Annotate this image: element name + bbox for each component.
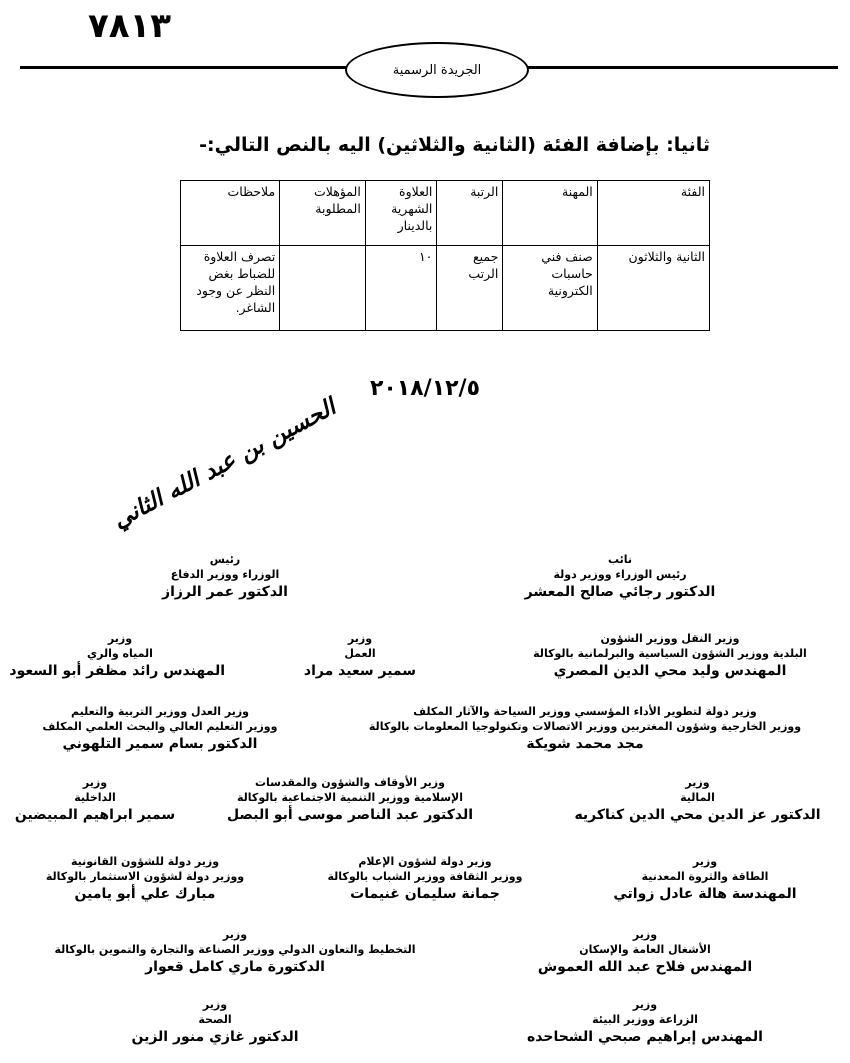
signatory-title: وزير — [632, 998, 658, 1011]
signatory-name: الدكتور بسام سمير التلهوني — [62, 735, 258, 752]
allowance-table — [180, 180, 710, 331]
gazette-name-oval — [345, 42, 529, 98]
signatory-title: وزير — [632, 928, 658, 941]
signatory-block — [480, 553, 760, 602]
header-notes: ملاحظات — [181, 181, 280, 246]
signatory-name: الدكتور رجائي صالح المعشر — [524, 583, 716, 600]
signatory-block — [10, 705, 310, 754]
signatory-title: المياه والري — [87, 646, 153, 660]
signatory-title: وزير — [202, 998, 228, 1011]
signatory-title: وزير دولة للشؤون القانونية — [70, 855, 220, 868]
signatory-title: البلدية ووزير الشؤون السياسية والبرلمانية بالوكالة — [533, 646, 807, 660]
signatory-block — [300, 855, 550, 904]
signatory-block — [10, 855, 280, 904]
signatory-title: الصحة — [198, 1012, 232, 1026]
header-qualifications: المؤهلات المطلوبة — [280, 181, 366, 246]
table-row — [181, 246, 710, 331]
signatory-title: وزير دولة لشؤون الإعلام — [358, 855, 492, 868]
signatory-name: جمانة سليمان غنيمات — [350, 885, 500, 902]
signatory-title: الطاقة والثروة المعدنية — [641, 869, 769, 883]
signatory-title: المالية — [680, 790, 715, 804]
header-rule-left — [20, 66, 350, 69]
signatory-title: الزراعة ووزير البيئة — [592, 1012, 698, 1026]
signatory-title: وزير الأوقاف والشؤون والمقدسات — [255, 776, 445, 789]
signatory-block — [520, 998, 770, 1047]
signatory-title: وزير النقل ووزير الشؤون — [600, 632, 740, 645]
royal-signature: الحسين بن عبد الله الثاني — [108, 393, 340, 534]
signatory-block — [40, 928, 430, 977]
page-number: ٧٨١٣ — [88, 6, 172, 46]
signatory-name: المهندس وليد محي الدين المصري — [553, 662, 787, 679]
signatory-block — [10, 776, 180, 825]
cell-allowance: ١٠ — [365, 246, 437, 331]
signatory-block — [555, 776, 840, 825]
signatory-name: الدكتور عبد الناصر موسى أبو البصل — [226, 806, 474, 823]
signatory-block — [285, 632, 435, 681]
signatory-title: ووزير الخارجية وشؤون المغتربين ووزير الاتصالات وتكنولوجيا المعلومات بالوكالة — [368, 719, 802, 733]
signatory-title: وزير العدل ووزير التربية والتعليم — [70, 705, 250, 718]
signatory-title: وزير — [82, 776, 108, 789]
signatory-name: سمير ابراهيم المبيضين — [14, 806, 176, 823]
signatory-title: الداخلية — [74, 790, 116, 804]
signatory-title: وزير — [692, 855, 718, 868]
signatory-title: وزير — [347, 632, 373, 645]
section-heading: ثانيا: بإضافة الفئة (الثانية والثلاثين) اليه بالنص التالي:- — [199, 134, 710, 156]
header-rank: الرتبة — [437, 181, 503, 246]
signatory-title: الأشغال العامة والإسكان — [579, 942, 711, 956]
signatory-block — [520, 928, 770, 977]
signatory-name: الدكتور عز الدين محي الدين كناكريه — [574, 806, 821, 823]
signatory-title: الوزراء ووزير الدفاع — [170, 567, 280, 581]
header-rule-right — [522, 66, 838, 69]
signatory-name: الدكتورة ماري كامل قعوار — [145, 958, 325, 975]
signatory-title: ووزير دولة لشؤون الاستثمار بالوكالة — [45, 869, 245, 883]
signatory-title: رئيس الوزراء ووزير دولة — [553, 567, 687, 581]
gazette-name: الجريدة الرسمية — [392, 62, 482, 78]
signatory-name: مبارك علي أبو يامين — [74, 885, 216, 902]
signatory-title: وزير دولة لتطوير الأداء المؤسسي ووزير السياحة والآثار المكلف — [413, 705, 757, 718]
signatory-title: ووزير التعليم العالي والبحث العلمي المكلف — [42, 719, 278, 733]
cell-notes: تصرف العلاوة للضباط بغض النظر عن وجود الشاغر. — [181, 246, 280, 331]
signatory-name: سمير سعيد مراد — [303, 662, 417, 679]
decree-date: ٢٠١٨/١٢/٥ — [369, 376, 481, 401]
signatory-block — [325, 705, 845, 754]
cell-rank: جميع الرتب — [437, 246, 503, 331]
signatory-title: وزير — [222, 928, 248, 941]
table-header-row — [181, 181, 710, 246]
signatory-title: التخطيط والتعاون الدولي ووزير الصناعة والتجارة والتموين بالوكالة — [54, 942, 416, 956]
header-allowance: العلاوة الشهرية بالدينار — [365, 181, 437, 246]
cell-category: الثانية والثلاثون — [597, 246, 709, 331]
signatory-title: الإسلامية ووزير التنمية الاجتماعية بالوكالة — [237, 790, 463, 804]
signatory-block — [105, 553, 345, 602]
cell-profession: صنف فني حاسبات الكترونية — [503, 246, 597, 331]
signatory-name: المهندس رائد مظفر أبو السعود — [9, 662, 225, 679]
signatory-block — [580, 855, 830, 904]
signatory-name: المهندسة هالة عادل زواتي — [613, 885, 797, 902]
signatory-title: العمل — [344, 646, 376, 660]
signatory-name: مجد محمد شويكة — [526, 735, 644, 752]
signatory-title: نائب — [607, 553, 633, 566]
signatory-block — [205, 776, 495, 825]
signatory-name: المهندس إبراهيم صبحي الشحاحده — [527, 1028, 763, 1045]
signatory-title: وزير — [685, 776, 710, 789]
signatory-title: وزير — [107, 632, 133, 645]
signatory-block — [100, 998, 330, 1047]
signatory-name: الدكتور غازي منور الزين — [131, 1028, 299, 1045]
signatory-name: المهندس فلاح عبد الله العموش — [537, 958, 753, 975]
signatory-name: الدكتور عمر الرزاز — [162, 583, 288, 600]
signatory-title: رئيس — [209, 553, 241, 566]
signatory-block — [500, 632, 840, 681]
signatory-title: ووزير الثقافة ووزير الشباب بالوكالة — [327, 869, 523, 883]
cell-qualifications — [280, 246, 366, 331]
header-profession: المهنة — [503, 181, 597, 246]
header-category: الفئة — [597, 181, 709, 246]
signatory-block — [9, 632, 225, 681]
